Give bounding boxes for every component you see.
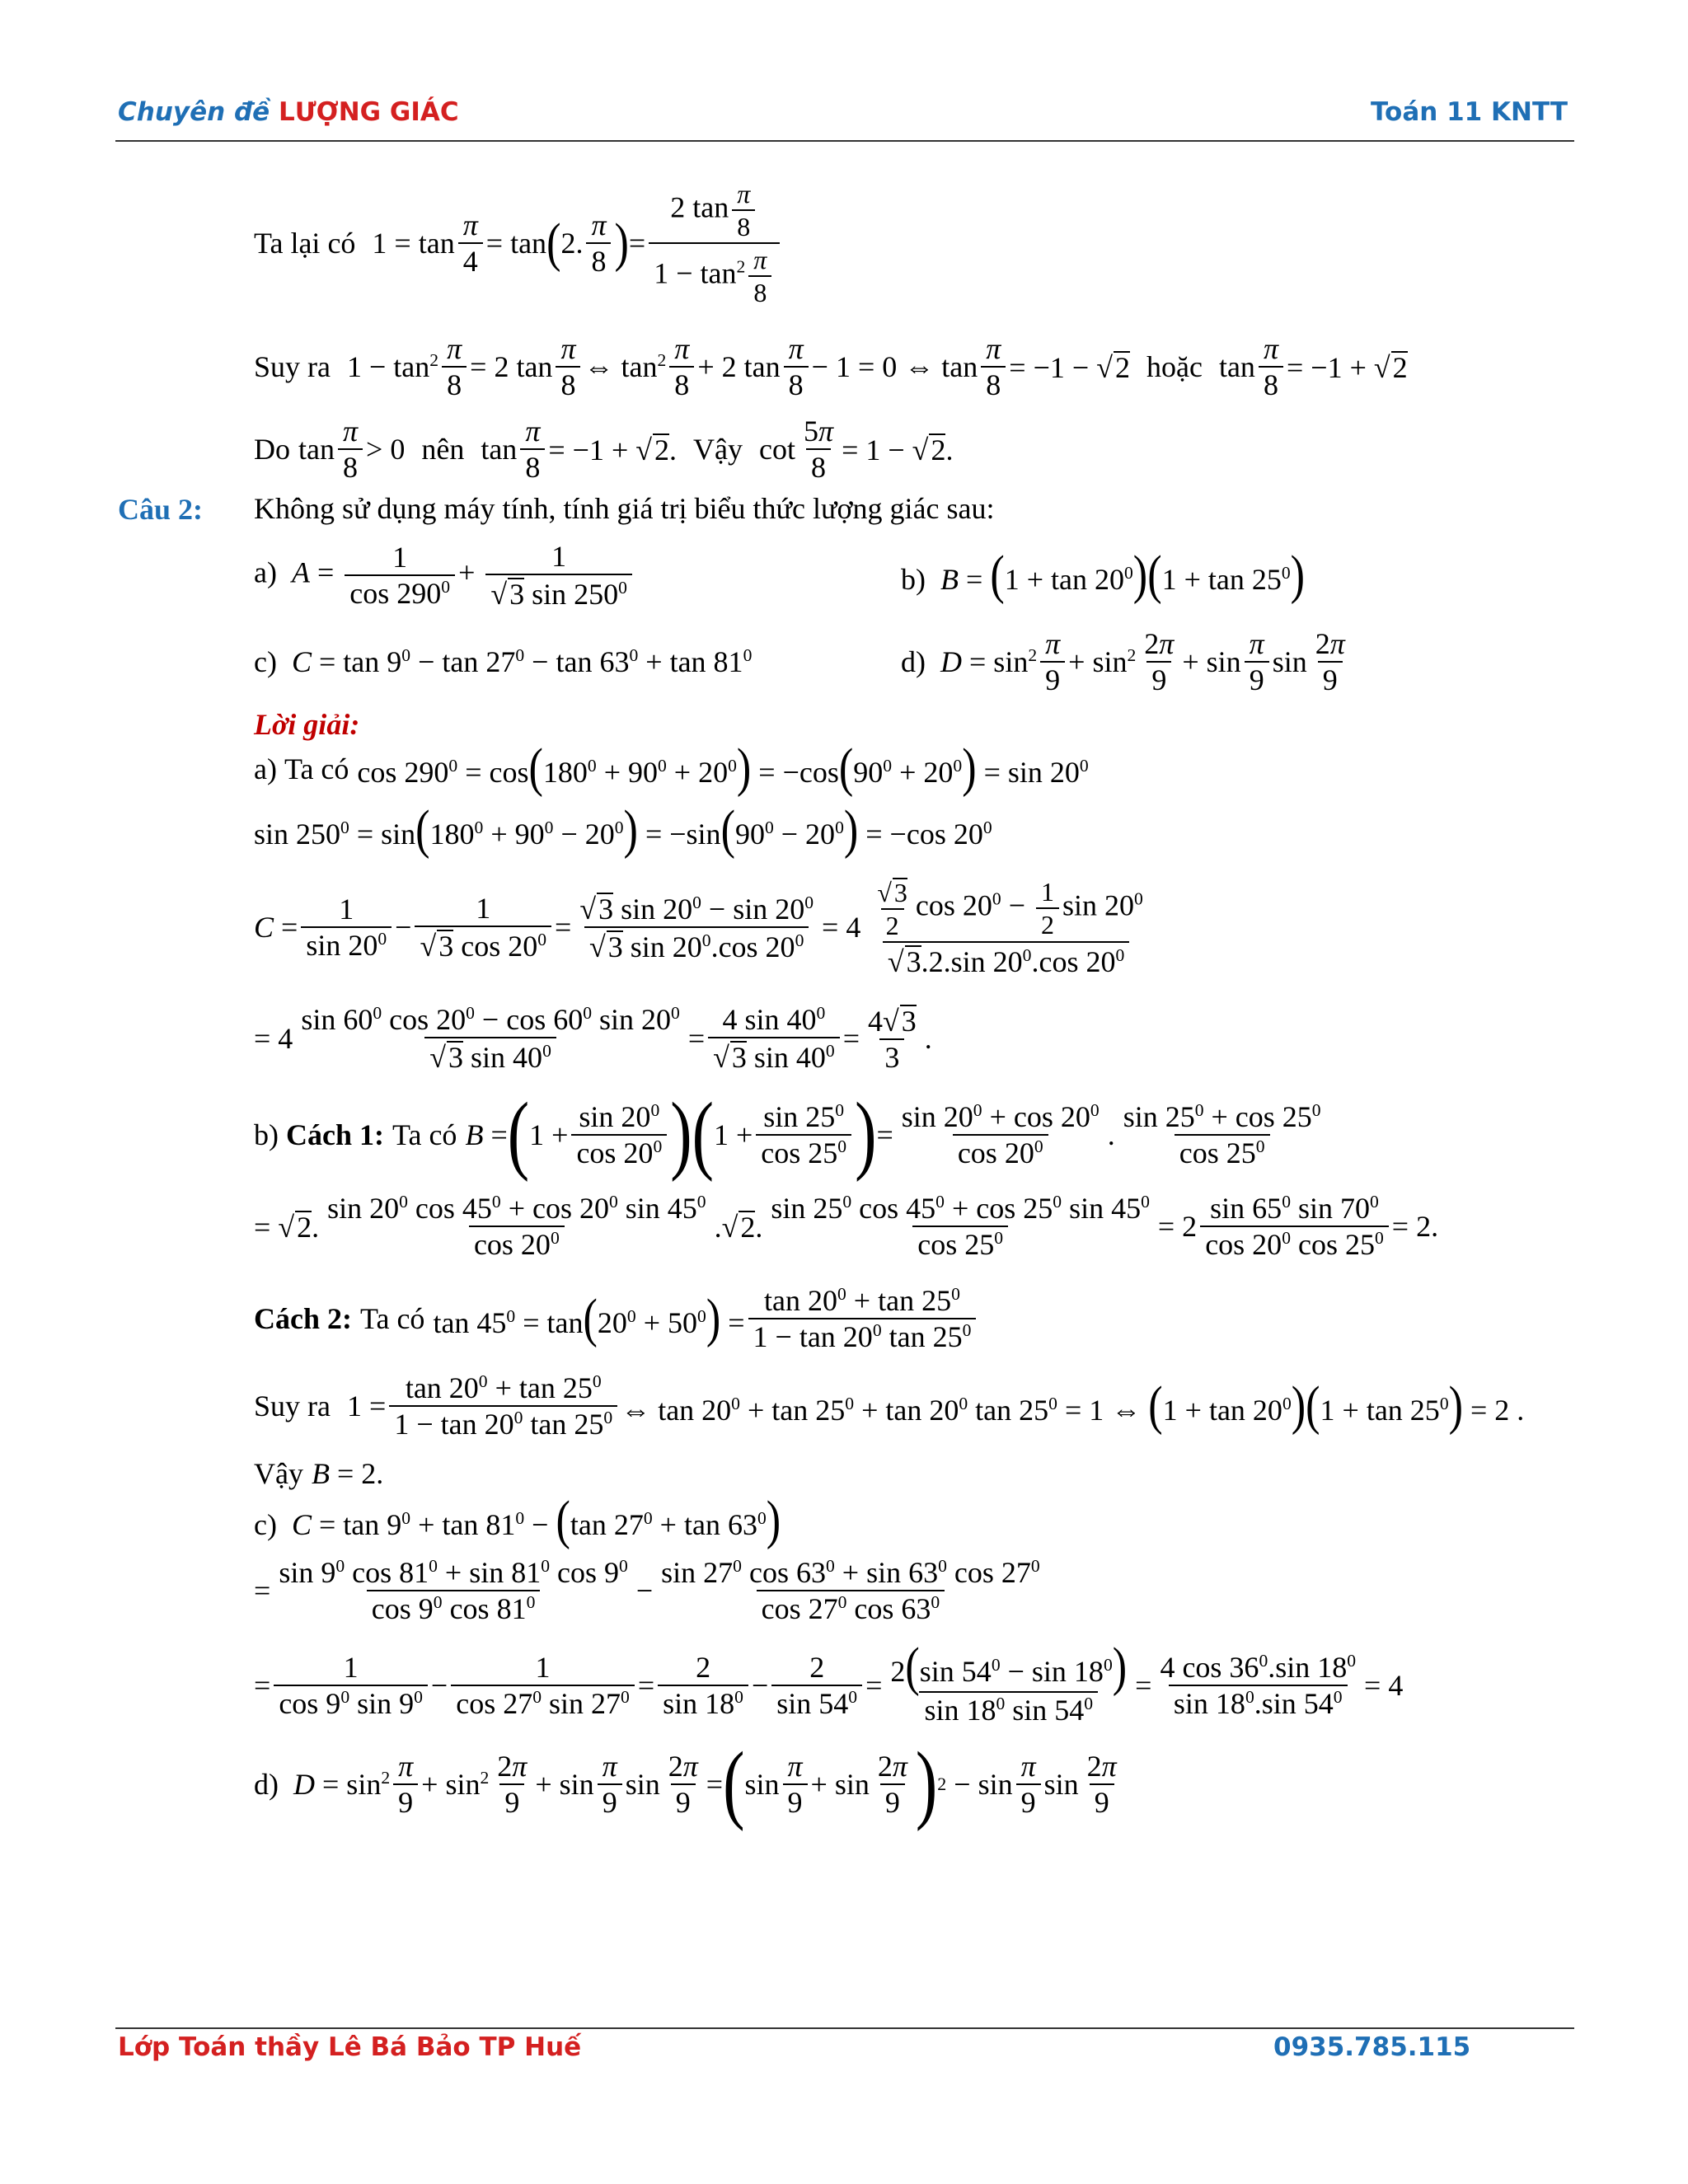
- text-vay-b: Vậy: [254, 1457, 303, 1490]
- sol-a-2: $\sin 250^0 = \sin(180^0 + 90^0 - 20^0) = -\sin(90^0 - 20^0) = -\cos$ $20^0$: [254, 800, 992, 860]
- text-hoac: hoặc: [1146, 350, 1203, 383]
- sol-a-3: C = $\frac{1}{\sin 20^0}$ − $\frac{1}{√3 \cos 20^0}$ = $\frac{√3 \sin 20^0 - \sin 20^0}{√3 \sin 20^0.\cos 20^0}$ = 4 $\frac{√3}{2}$ $\cos 20^0$ − $\frac{1}{2}$ $\sin 20^0$ √3.2.sin $20^0.\cos$ $20^0$: [254, 877, 1143, 978]
- eq-line-3: Do tan π 8 > 0 nên tan $\frac{\pi}{8}$ = −1 + √2. Vậy cot $\frac{5\pi}{8}$ = 1 − √2.: [254, 415, 954, 484]
- sol-c-3: = $\frac{1}{\cos 9^0 \sin 9^0}$ − $\frac{1}{\cos 27^0 \sin 27^0}$ = $\frac{2}{\sin 18^0}$ − $\frac{2}{\sin 54^0}$ = $\frac{2(\sin 54^0 - \sin 18^0)}{\sin 18^0 \sin 54^0}$ = $\frac{4 \cos 36^0.\sin 18^0}{\sin 18^0.\sin 54^0}$ = 4: [254, 1637, 1404, 1727]
- sol-b-2: = √2. $\sin 20^0$ $\cos 45^0 + \cos 20^0$ $\sin 45^0$ $\cos 20^0$ .√2. $\frac{\sin 25^0 \cos 45^0 + \cos 25^0 \sin 45^0}{\cos 25^0}$ = 2 $\frac{\sin 65^0 \sin 70^0}{\cos 20^0 \cos 25^0}$ = 2.: [254, 1192, 1439, 1261]
- sol-a-4: = 4 $\frac{\sin 60^0 \cos 20^0 - \cos 60^0 \sin 20^0}{√3 \sin 40^0}$ = $\frac{4 \sin 40^0}{√3 \sin 40^0}$ = $\frac{4√3}{3}$ .: [254, 1003, 932, 1074]
- sol-b-5: Vậy B = 2.: [254, 1457, 384, 1490]
- footer-rule: [115, 2027, 1574, 2029]
- text-nen: nên: [421, 433, 465, 466]
- sol-d-1: d) $D = \sin^2$ π 9 + $\sin^2$ 2π 9 + sin π 9 sin $\frac{2\pi}{9}$ = ( sin π 9 + sin 2π 9 ) 2 − sin π 9 sin 2π 9: [254, 1734, 1117, 1833]
- sol-b-4: Suy ra 1 = $\frac{\tan 20^0 + \tan 25^0}{1 - \tan 20^0 \tan 25^0}$ ⇔ $\tan 20^0 + \tan 25^0 + \tan 20^0$ $\tan 25^0 = 1$ ⇔ $(1 + \tan 20^0)(1 + \tan 25^0) = 2$ .: [254, 1371, 1525, 1441]
- sol-b-3: Cách 2: Ta có $\tan 45^0 = \tan(20^0 + 50^0)$ = $\frac{\tan 20^0 + \tan 25^0}{1 - \tan 20^0 \tan 25^0}$: [254, 1277, 1606, 1360]
- header-topic: LƯỢNG GIÁC: [279, 97, 459, 127]
- question-statement: Không sử dụng máy tính, tính giá trị biểu thức lượng giác sau:: [254, 492, 995, 525]
- text-ta-lai-co: Ta lại có: [254, 227, 356, 260]
- text-vay: Vậy: [693, 433, 743, 466]
- header-prefix: Chuyên đề: [118, 97, 270, 127]
- problem-cd: c) $C = \tan 9^0 - \tan 27^0 - \tan 63^0 + \tan 81^0$ d) $D = \sin^2$ π 9 + $\sin^2$ 2π 9 + sin π 9 sin 2π 9: [254, 627, 1345, 696]
- eq-line-2: Suy ra $1 - \tan^2$ $\frac{\pi}{8}$ = 2 tan π 8 ⇔ $\tan^2$ π 8 + 2 tan π 8 − 1 = 0 ⇔ tan $\frac{\pi}{8}$ = −1 − √2 hoặc tan $\frac{\pi}{8}$ = −1 + √2: [254, 332, 1408, 401]
- sol-c-2: = $\frac{\sin 9^0 \cos 81^0 + \sin 81^0 \cos 9^0}{\cos 9^0 \cos 81^0}$ − $\frac{\sin 27^0 \cos 63^0 + \sin 63^0 \cos 27^0}{\cos 27^0 \cos 63^0}$: [254, 1556, 1040, 1625]
- sol-b-1: b) Cách 1: Ta có B = ( 1 + $\frac{\sin 20^0}{\cos 20^0}$ ) ( 1 + $\frac{\sin 25^0}{\cos 25^0}$ ) = $\frac{\sin 20^0 + \cos 20^0}{\cos 20^0}$ . $\sin 25^0 + \cos 25^0$ $\cos 25^0$: [254, 1085, 1321, 1183]
- header-left: [118, 97, 459, 127]
- text-suy-ra: Suy ra: [254, 350, 331, 383]
- text-cach-2: Cách 2:: [254, 1302, 352, 1335]
- text-do: Do: [254, 433, 290, 466]
- sol-a-1: a) Ta có $\cos 290^0 = \cos(180^0 + 90^0 + 20^0) = -\cos(90^0 + 20^0) = \sin 20^0$: [254, 738, 1089, 799]
- question-text: [254, 492, 1606, 525]
- question-label: Câu 2:: [118, 493, 204, 526]
- text-ta-co-b: Ta có: [392, 1118, 457, 1151]
- sol-c-1: c) $C = \tan 9^0 + \tan 81^0 - (\tan$ $27^0 + \tan 63^0$): [254, 1490, 781, 1551]
- text-ta-co-c2: Ta có: [360, 1302, 425, 1335]
- header-rule: [115, 140, 1574, 142]
- solution-heading: Lời giải:: [254, 708, 360, 741]
- text-ta-co-a: Ta có: [284, 752, 349, 785]
- header-right: Toán 11 KNTT: [1371, 97, 1568, 127]
- text-cach-1: Cách 1:: [286, 1118, 384, 1151]
- problem-ab: a) A = $\frac{1}{\cos 290^0}$ + $\frac{1}{√3 \sin 250^0}$ b) $B = (1 + \tan 20^0)(1 + \tan 25^0)$: [254, 540, 1306, 611]
- eq-line-1: Ta lại có 1 = tan $\frac{\pi}{4}$ = tan ( 2. π 8 ) = 2 tan $\frac{\pi}{8}$ $1 - \tan^2$ $\frac{\pi}{8}$: [254, 177, 1606, 309]
- text-suy-ra-b: Suy ra: [254, 1390, 331, 1422]
- footer-left: Lớp Toán thầy Lê Bá Bảo TP Huế: [118, 2032, 582, 2062]
- footer-phone: 0935.785.115: [1273, 2032, 1471, 2062]
